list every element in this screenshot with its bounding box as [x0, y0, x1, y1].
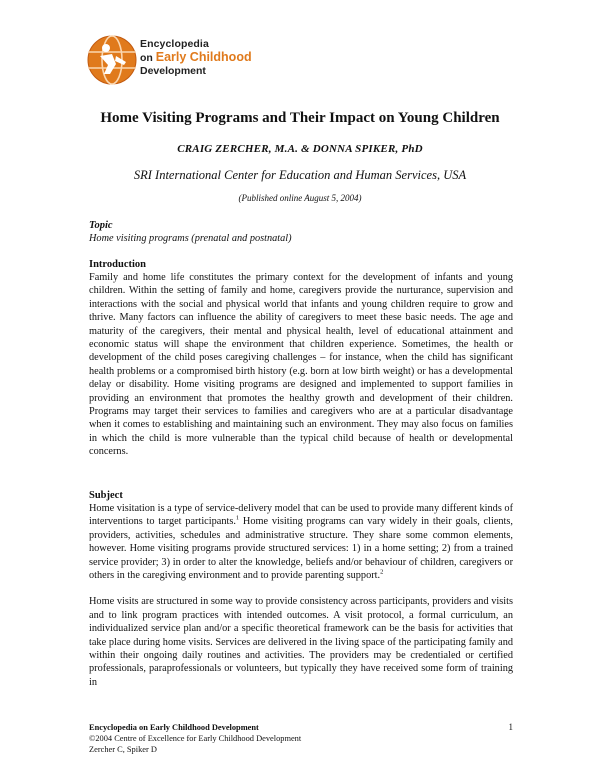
footer-citation: Zercher C, Spiker D: [89, 745, 157, 754]
introduction-section: [89, 258, 513, 459]
logo-line-1: Encyclopedia: [140, 38, 209, 50]
logo-accent-text: Early Childhood: [155, 50, 252, 64]
article-authors: CRAIG ZERCHER, M.A. & DONNA SPIKER, PhD: [177, 143, 423, 155]
logo-line-3: Development: [140, 65, 206, 77]
logo-wordmark: [140, 38, 252, 77]
subject-paragraph-2: Home visits are structured in some way to provide consistency across participants, providers and visits and to link program practices with intended outcomes. A visit protocol, a formal curriculum, an individualized service plan and/or a specific theoretical framework can be the basis for activities that take place during home visits. Services are delivered in the living space of the participating family and within their ongoing daily routines and activities. The providers may be credentialed or certified professionals, paraprofessionals or volunteers, but typically they have received some form of training in: [89, 596, 513, 688]
logo-line-2: on Early Childhood: [140, 50, 252, 64]
footnote-ref-1[interactable]: 1: [235, 514, 240, 522]
subject-section: [89, 489, 513, 689]
page-number: 1: [508, 722, 513, 732]
subject-paragraph-1: Home visitation is a type of service-delivery model that can be used to provide many different kinds of interventions to target participants.$^1$ Home visiting programs can vary widely in their goals, clients, providers, activities, schedules and administrative structure. They share some common elements, however. Home visiting programs provide structured services: 1) in a home setting; 2) from a trained service provider; 3) in order to alter the knowledge, beliefs and/or behaviour of children, caregivers or others in the caregiving environment and to provide parenting support.$^2$: [89, 503, 513, 582]
author-affiliation: SRI International Center for Education and Human Services, USA: [133, 168, 467, 182]
encyclopedia-logo: [86, 30, 256, 90]
introduction-heading: Introduction: [89, 259, 146, 270]
topic-heading: Topic: [89, 220, 113, 231]
footnote-ref-2[interactable]: 2: [380, 568, 384, 576]
publication-date: (Published online August 5, 2004): [238, 193, 362, 203]
page-footer: [89, 722, 513, 755]
introduction-paragraph: Family and home life constitutes the primary context for the development of infants and young children. Within the setting of family and home, caregivers provide the nurturance, supervision and interactions with the social and physical world that infants and young children require to grow and thrive. Many factors can influence the ability of caregivers to meet these basic needs. The age and maturity of the caregivers, their mental and physical health, level of educational attainment and economic status will shape the environment that children experience. Sometimes, the health or development of the child poses caregiving challenges – for instance, when the child has significant health problems or a compromised birth history (e.g. born at low birth weight) or has a developmental delay or disability. Home visiting programs are designed and implemented to support families in providing an environment that promotes the healthy growth and development of their children. Programs may target their services to families and caregivers who are at a particular disadvantage when it comes to establishing and maintaining such an environment. They may also focus on families in which the child is more vulnerable than the typical child because of health or developmental concerns.: [89, 272, 513, 458]
article-title: Home Visiting Programs and Their Impact on Young Children: [100, 110, 500, 126]
globe-logo-icon: [86, 34, 138, 86]
subject-heading: Subject: [89, 490, 123, 501]
footer-copyright: ©2004 Centre of Excellence for Early Childhood Development: [89, 734, 302, 743]
footer-encyclopedia: Encyclopedia on Early Childhood Development: [89, 723, 259, 732]
topic-section: [89, 219, 513, 245]
topic-text: Home visiting programs (prenatal and postnatal): [89, 233, 292, 244]
